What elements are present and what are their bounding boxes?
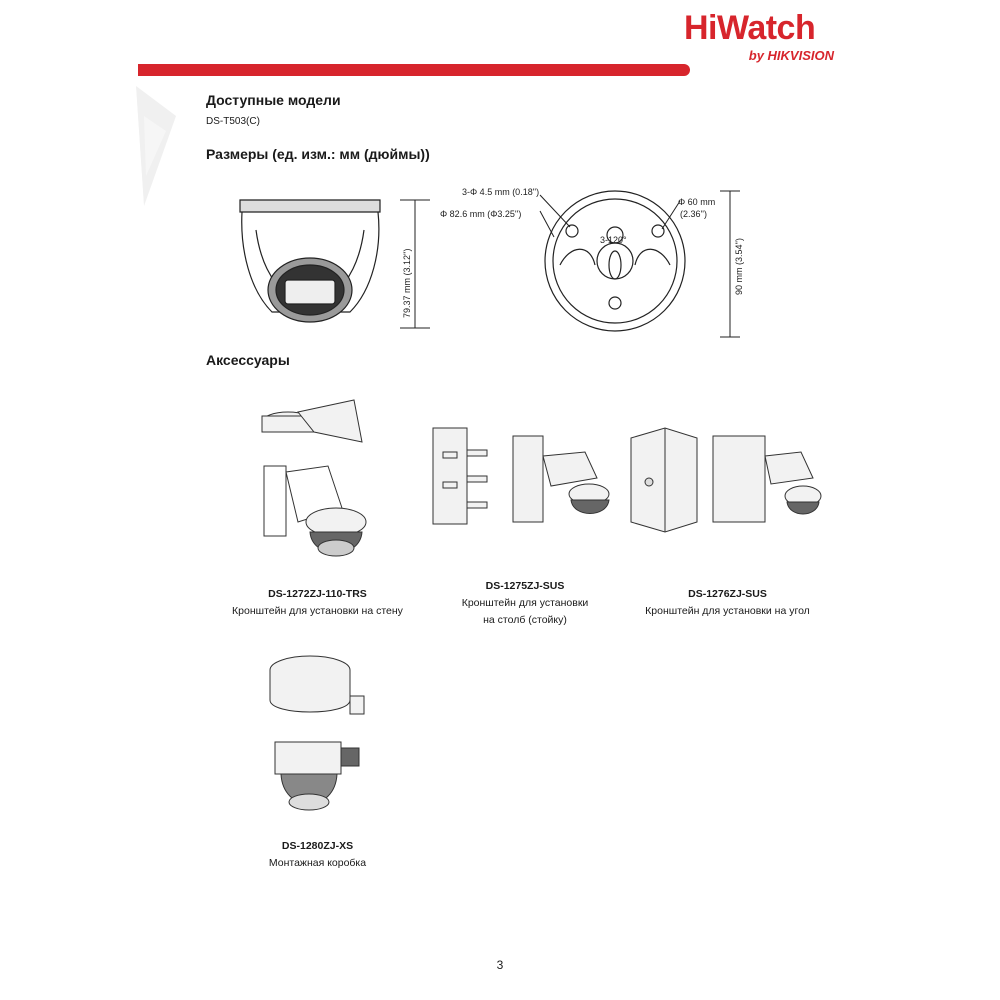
accessory-code: DS-1275ZJ-SUS [485,580,565,592]
wall-bracket-illustration [258,392,378,582]
accessory-desc: Кронштейн для установки [461,597,589,609]
dimension-inner-diameter-inch: (2.36'') [680,209,707,219]
accessory-code: DS-1280ZJ-XS [281,840,354,852]
accessory-caption-corner [630,586,825,620]
accessory-desc: Кронштейн для установки на стену [232,605,403,617]
accessories-heading: Аксессуары [206,352,290,368]
accessory-desc: Кронштейн для установки на угол [645,605,810,617]
dimension-holes: 3-Φ 4.5 mm (0.18'') [462,187,540,197]
accessory-caption-junction [240,838,395,872]
dimension-outer-diameter: Φ 82.6 mm (Φ3.25'') [440,209,522,219]
page-number: 3 [496,958,504,972]
header-red-bar [138,64,690,76]
watermark-shape [136,76,196,216]
dimension-height-right: 90 mm (3.54'') [734,238,744,295]
accessory-desc: Монтажная коробка [268,857,367,869]
accessory-code: DS-1276ZJ-SUS [688,588,767,600]
dimension-angle: 3-120° [600,235,627,245]
brand-logo [684,10,834,63]
available-models-heading: Доступные модели [206,92,341,108]
dimension-inner-diameter: Φ 60 mm [678,197,716,207]
dimensions-heading: Размеры (ед. изм.: мм (дюймы)) [206,146,430,162]
dimension-height-left: 79.37 mm (3.12'') [402,248,412,318]
accessory-desc: на столб (стойку) [483,614,567,626]
brand-subtitle: by HIKVISION [748,48,834,63]
accessory-caption-wall [220,586,415,620]
model-name: DS-T503(C) [206,116,260,127]
brand-name: HiWatch [684,9,816,47]
camera-side-view [230,190,440,340]
junction-box-illustration [265,650,375,830]
accessory-code: DS-1272ZJ-110-TRS [268,588,367,600]
pole-bracket-illustration [425,422,625,532]
camera-base-view [430,175,760,355]
accessory-caption-pole [440,578,610,629]
corner-bracket-illustration [625,422,825,532]
